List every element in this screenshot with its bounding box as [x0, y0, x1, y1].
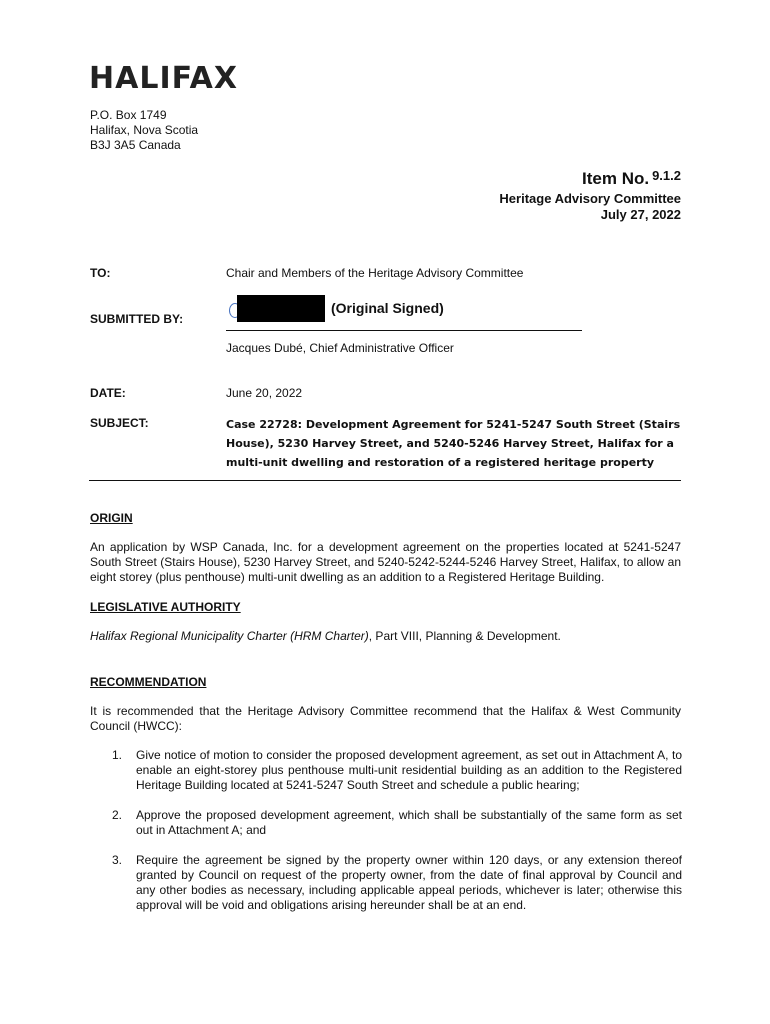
item-block [499, 168, 681, 223]
recommendation-item [112, 748, 682, 793]
recommendation-intro: It is recommended that the Heritage Advisory Committee recommend that the Halifax & West Community Council (HWCC): [90, 704, 681, 733]
recommendation-number: 1. [112, 748, 123, 762]
to-label: TO: [90, 266, 111, 280]
recommendation-heading: RECOMMENDATION [90, 675, 207, 689]
subject-label: SUBJECT: [90, 416, 149, 430]
recommendation-text: Require the agreement be signed by the property owner within 120 days, or any extension thereof granted by Council on request of the property owner, from the date of final approval by Council and any other bodies as necessary, including applicable appeal periods, whichever is later; otherwise this approval will be void and obligations arising hereunder shall be at an end. [136, 853, 682, 912]
recommendation-item [112, 808, 682, 838]
committee-name: Heritage Advisory Committee [499, 191, 681, 206]
signature-line [226, 330, 582, 331]
recommendation-number: 2. [112, 808, 123, 822]
to-value: Chair and Members of the Heritage Advisory Committee [226, 266, 524, 280]
mailing-address [90, 108, 198, 153]
submitter-name: Jacques Dubé, Chief Administrative Officer [226, 341, 454, 355]
recommendation-number: 3. [112, 853, 123, 867]
halifax-logo: HALIFAX [89, 61, 239, 96]
address-line: B3J 3A5 Canada [90, 138, 181, 152]
recommendation-text: Approve the proposed development agreement, which shall be substantially of the same form as set out in Attachment A; and [136, 808, 682, 837]
recommendation-item [112, 853, 682, 913]
legislative-text [90, 629, 681, 644]
address-line: Halifax, Nova Scotia [90, 123, 199, 137]
address-line: P.O. Box 1749 [90, 108, 167, 122]
origin-heading: ORIGIN [90, 511, 133, 525]
date-value: June 20, 2022 [226, 386, 303, 400]
charter-name: Halifax Regional Municipality Charter (HRM Charter) [90, 629, 369, 643]
submitted-by-label: SUBMITTED BY: [90, 312, 184, 326]
original-signed-text: (Original Signed) [331, 300, 444, 316]
legislative-heading: LEGISLATIVE AUTHORITY [90, 600, 241, 614]
origin-text: An application by WSP Canada, Inc. for a development agreement on the properties located at 5241-5247 South Street (Stairs House), 5230 Harvey Street, and 5240-5242-5244-5246 Harvey Street, Halifax, to allow an eight storey (plus penthouse) multi-unit dwelling as an addition to a Registered Heritage Building. [90, 540, 681, 584]
item-number-line [499, 168, 681, 189]
charter-part: , Part VIII, Planning & Development. [368, 629, 561, 643]
subject-value: Case 22728: Development Agreement for 5241-5247 South Street (Stairs House), 5230 Harvey Street, and 5240-5246 Harvey Street, Halifax for a multi-unit dwelling and restoration of a registered heritage property [226, 418, 681, 469]
divider [89, 480, 681, 481]
item-prefix: Item No. [582, 169, 650, 188]
date-label: DATE: [90, 386, 126, 400]
item-number: 9.1.2 [652, 168, 681, 183]
recommendation-text: Give notice of motion to consider the proposed development agreement, as set out in Attachment A, to enable an eight-storey plus penthouse multi-unit residential building as an addition to the Registered Heritage Building located at 5241-5247 South Street and schedule a public hearing; [136, 748, 682, 792]
redacted-signature [237, 295, 325, 322]
meeting-date: July 27, 2022 [600, 207, 681, 222]
